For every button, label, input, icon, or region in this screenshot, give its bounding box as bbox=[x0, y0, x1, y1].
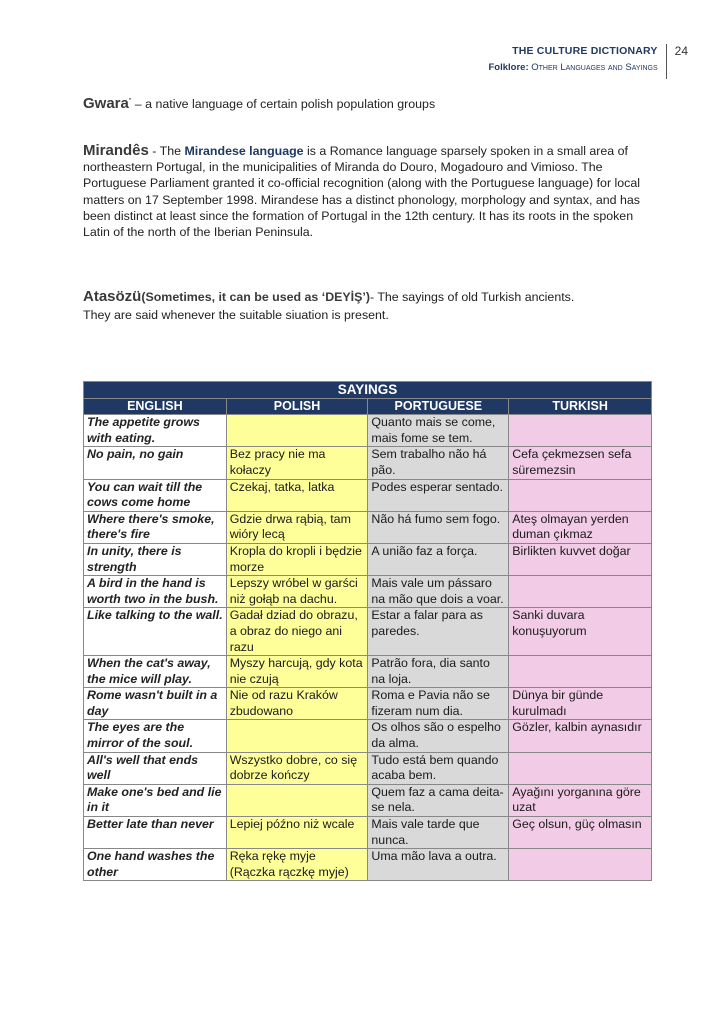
table-row bbox=[84, 849, 652, 881]
cell-portuguese: Quanto mais se come, mais fome se tem. bbox=[368, 415, 509, 447]
cell-portuguese: A união faz a força. bbox=[368, 543, 509, 575]
table-row bbox=[84, 447, 652, 479]
table-body bbox=[84, 415, 652, 881]
cell-portuguese: Quem faz a cama deita-se nela. bbox=[368, 784, 509, 816]
cell-polish: Gadał dziad do obrazu, a obraz do niego ani razu bbox=[226, 608, 368, 656]
entry-dash: - The bbox=[148, 144, 185, 158]
cell-english: Like talking to the wall. bbox=[84, 608, 227, 656]
entry-atasozu bbox=[83, 289, 653, 323]
table-row bbox=[84, 656, 652, 688]
table-row bbox=[84, 720, 652, 752]
page-header bbox=[489, 44, 689, 79]
cell-english: When the cat's away, the mice will play. bbox=[84, 656, 227, 688]
cell-portuguese: Os olhos são o espelho da alma. bbox=[368, 720, 509, 752]
cell-polish bbox=[226, 720, 368, 752]
cell-portuguese: Roma e Pavia não se fizeram num dia. bbox=[368, 688, 509, 720]
cell-turkish bbox=[509, 656, 652, 688]
table-row bbox=[84, 576, 652, 608]
cell-polish: Lepiej późno niż wcale bbox=[226, 817, 368, 849]
entry-text-line2: They are said whenever the suitable siuation is present. bbox=[83, 308, 389, 323]
table-row bbox=[84, 752, 652, 784]
entry-text: – a native language of certain polish population groups bbox=[131, 97, 436, 112]
cell-english: All's well that ends well bbox=[84, 752, 227, 784]
cell-english: Where there's smoke, there's fire bbox=[84, 511, 227, 543]
table-row bbox=[84, 608, 652, 656]
column-header-polish: POLISH bbox=[226, 398, 368, 415]
cell-polish: Wszystko dobre, co się dobrze kończy bbox=[226, 752, 368, 784]
cell-turkish: Dünya bir günde kurulmadı bbox=[509, 688, 652, 720]
entry-text: is a Romance language sparsely spoken in a small area of northeastern Portugal, in the municipalities of Miranda do Douro, Mogadouro and Vimioso. The Portuguese Parliament granted it co-official recognition (along with the Portuguese language) for local matters on 17 September 1998. Mirandese has a distinct phonology, morphology and syntax, and has been distinct at least since the formation of Portugal in the 12th century. It has its roots in the spoken Latin of the north of the Iberian Peninsula. bbox=[83, 144, 640, 240]
column-header-portuguese: PORTUGUESE bbox=[368, 398, 509, 415]
cell-polish: Lepszy wróbel w garści niż gołąb na dachu. bbox=[226, 576, 368, 608]
header-subtitle bbox=[489, 61, 658, 75]
entry-term: Atasözü bbox=[83, 288, 142, 305]
entry-bold-note: (Sometimes, it can be used as ‘DEYİŞ’) bbox=[141, 290, 370, 304]
cell-portuguese: Sem trabalho não há pão. bbox=[368, 447, 509, 479]
entry-mirandes bbox=[83, 143, 653, 240]
cell-portuguese: Patrão fora, dia santo na loja. bbox=[368, 656, 509, 688]
cell-english: Make one's bed and lie in it bbox=[84, 784, 227, 816]
cell-polish: Nie od razu Kraków zbudowano bbox=[226, 688, 368, 720]
cell-portuguese: Mais vale um pássaro na mão que dois a voar. bbox=[368, 576, 509, 608]
header-title: THE CULTURE DICTIONARY bbox=[512, 45, 658, 57]
table-title: SAYINGS bbox=[84, 382, 652, 399]
cell-turkish: Ateş olmayan yerden duman çıkmaz bbox=[509, 511, 652, 543]
cell-polish bbox=[226, 784, 368, 816]
cell-turkish: Ayağını yorganına göre uzat bbox=[509, 784, 652, 816]
header-sub-rest: Other Languages and Sayings bbox=[528, 62, 658, 73]
table-row bbox=[84, 511, 652, 543]
page-number: 24 bbox=[674, 44, 688, 58]
header-sub-bold: Folklore: bbox=[488, 62, 529, 73]
cell-polish: Bez pracy nie ma kołaczy bbox=[226, 447, 368, 479]
table-header-row bbox=[84, 398, 652, 415]
cell-turkish bbox=[509, 752, 652, 784]
cell-polish bbox=[226, 415, 368, 447]
cell-turkish bbox=[509, 479, 652, 511]
cell-english: In unity, there is strength bbox=[84, 543, 227, 575]
sayings-table bbox=[83, 381, 652, 881]
cell-polish: Czekaj, tatka, latka bbox=[226, 479, 368, 511]
entry-text: - The sayings of old Turkish ancients. bbox=[369, 290, 575, 304]
cell-portuguese: Estar a falar para as paredes. bbox=[368, 608, 509, 656]
cell-turkish bbox=[509, 415, 652, 447]
cell-turkish: Geç olsun, güç olmasın bbox=[509, 817, 652, 849]
cell-turkish: Birlikten kuvvet doğar bbox=[509, 543, 652, 575]
cell-portuguese: Não há fumo sem fogo. bbox=[368, 511, 509, 543]
cell-english: You can wait till the cows come home bbox=[84, 479, 227, 511]
entry-bold-term: Mirandese language bbox=[184, 144, 304, 158]
cell-turkish bbox=[509, 576, 652, 608]
cell-english: One hand washes the other bbox=[84, 849, 227, 881]
cell-turkish bbox=[509, 849, 652, 881]
header-text bbox=[489, 44, 667, 79]
cell-portuguese: Mais vale tarde que nunca. bbox=[368, 817, 509, 849]
entry-gwara bbox=[83, 94, 653, 112]
entry-mark: " bbox=[128, 98, 132, 105]
cell-portuguese: Uma mão lava a outra. bbox=[368, 849, 509, 881]
cell-polish: Ręka rękę myje (Rączka rączkę myje) bbox=[226, 849, 368, 881]
entry-term: Mirandês bbox=[83, 142, 149, 159]
table-row bbox=[84, 479, 652, 511]
cell-polish: Kropla do kropli i będzie morze bbox=[226, 543, 368, 575]
table-row bbox=[84, 688, 652, 720]
cell-english: Better late than never bbox=[84, 817, 227, 849]
table-row bbox=[84, 784, 652, 816]
cell-english: No pain, no gain bbox=[84, 447, 227, 479]
cell-turkish: Cefa çekmezsen sefa süremezsin bbox=[509, 447, 652, 479]
cell-polish: Myszy harcują, gdy kota nie czują bbox=[226, 656, 368, 688]
table-row bbox=[84, 817, 652, 849]
cell-english: The appetite grows with eating. bbox=[84, 415, 227, 447]
cell-english: The eyes are the mirror of the soul. bbox=[84, 720, 227, 752]
table-row bbox=[84, 543, 652, 575]
cell-english: A bird in the hand is worth two in the bush. bbox=[84, 576, 227, 608]
cell-portuguese: Podes esperar sentado. bbox=[368, 479, 509, 511]
cell-polish: Gdzie drwa rąbią, tam wióry lecą bbox=[226, 511, 368, 543]
cell-english: Rome wasn't built in a day bbox=[84, 688, 227, 720]
column-header-english: ENGLISH bbox=[84, 398, 227, 415]
cell-turkish: Gözler, kalbin aynasıdır bbox=[509, 720, 652, 752]
entry-term: Gwara bbox=[83, 95, 129, 113]
cell-portuguese: Tudo está bem quando acaba bem. bbox=[368, 752, 509, 784]
cell-turkish: Sanki duvara konuşuyorum bbox=[509, 608, 652, 656]
table-row bbox=[84, 415, 652, 447]
column-header-turkish: TURKISH bbox=[509, 398, 652, 415]
